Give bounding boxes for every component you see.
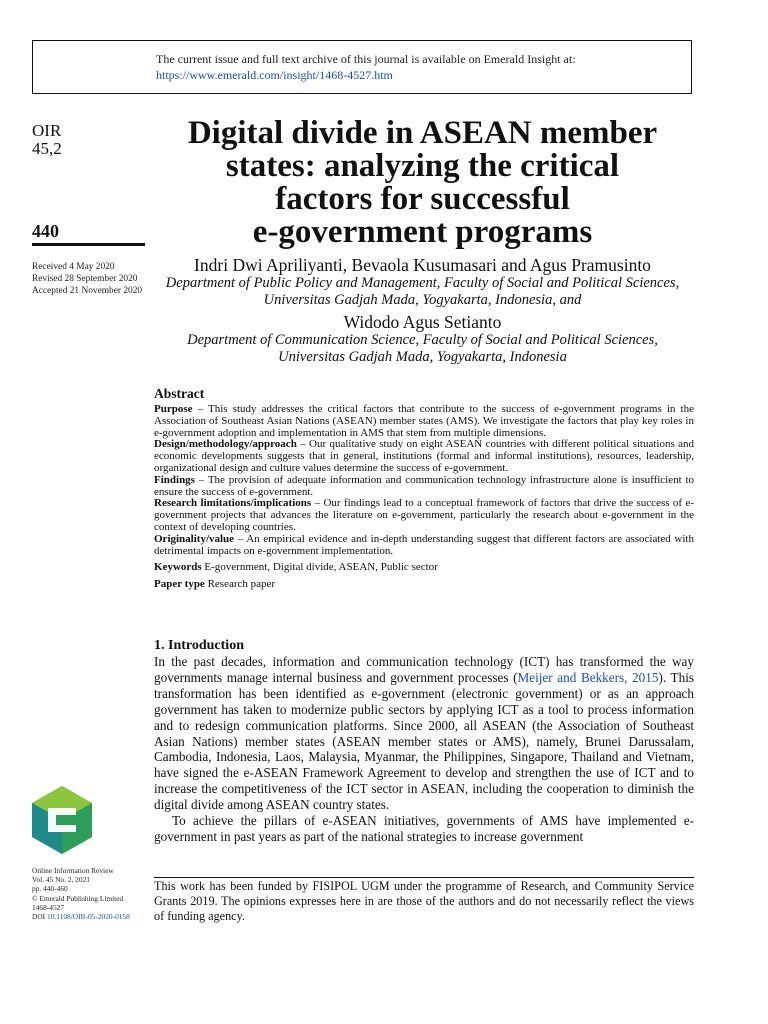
pub-line: 1468-4527: [32, 902, 65, 912]
affiliation-line: Universitas Gadjah Mada, Yogyakarta, Indonesia: [278, 349, 567, 365]
pub-line: © Emerald Publishing Limited: [32, 893, 124, 903]
paper-type-text: Research paper: [204, 578, 276, 591]
journal-access-box: [32, 40, 692, 94]
keywords: [154, 562, 694, 574]
pub-line: pp. 440-460: [32, 884, 68, 894]
title-line: states: analyzing the critical: [225, 148, 620, 184]
author-list-1: Indri Dwi Apriliyanti, Bevaola Kusumasari and Agus Pramusinto: [194, 255, 651, 275]
affiliation-line: Universitas Gadjah Mada, Yogyakarta, Indonesia, and: [263, 292, 582, 308]
received-date: Received 4 May 2020: [32, 262, 115, 272]
volume-issue: 45,2: [32, 139, 62, 158]
title-line: e-government programs: [252, 214, 593, 250]
affiliation-2: [150, 332, 695, 366]
intro-paragraph-2: To achieve the pillars of e-ASEAN initiatives, governments of AMS have implemented e-government in past years as part of the national strategies to increase government: [154, 813, 694, 844]
funding-footnote: This work has been funded by FISIPOL UGM under the programme of Research, and Community Service Grants 2019. The opinions expresses here in are those of the authors and do not necessarily reflect the views of funding agency.: [154, 879, 694, 923]
abstract-limitations: [154, 498, 694, 533]
purpose-label: Purpose: [154, 403, 193, 415]
article-history: [32, 261, 142, 297]
abstract-design: [154, 439, 694, 474]
design-text: – Our qualitative study on eight ASEAN countries with different political situations and economic developments suggests that in general, institutions (formal and informal institutions), resources, leadership, organizational design and culture values determine the success of e-government.: [154, 438, 694, 474]
doi-link[interactable]: 10.1108/OIR-05-2020-0158: [47, 912, 130, 922]
affiliation-1: [150, 275, 695, 309]
introduction-section: [154, 638, 694, 845]
title-line: factors for successful: [275, 181, 570, 217]
revised-date: Revised 28 September 2020: [32, 274, 138, 284]
emerald-logo-icon: [32, 786, 92, 854]
abstract-findings: [154, 475, 694, 499]
abstract-heading: Abstract: [154, 386, 205, 401]
journal-abbr: OIR: [32, 121, 62, 140]
doi-label: DOI: [32, 912, 46, 922]
publication-info: [32, 866, 130, 921]
affiliation-line: Department of Communication Science, Faculty of Social and Political Sciences,: [187, 332, 658, 348]
limitations-label: Research limitations/implications: [154, 497, 312, 510]
abstract-originality: [154, 534, 694, 558]
abstract-purpose: [154, 404, 694, 439]
sidebar-rule: [32, 243, 145, 246]
originality-label: Originality/value: [154, 532, 235, 545]
citation-link[interactable]: Meijer and Bekkers, 2015: [517, 669, 659, 685]
findings-text: – The provision of adequate information and communication technology infrastructure alone is insufficient to ensure the success of e-government.: [154, 473, 694, 498]
affiliation-line: Department of Public Policy and Management, Faculty of Social and Political Sciences,: [165, 275, 680, 291]
purpose-text: – This study addresses the critical factors that contribute to the success of e-government programs in the Association of Southeast Asian Nations (ASEAN) member states (AMS). We investigate the factors that play key roles in e-government adoption and implementation in AMS that stem from multiple dimensions.: [154, 403, 694, 439]
keywords-text: E-government, Digital divide, ASEAN, Public sector: [201, 561, 438, 574]
pub-line: Vol. 45 No. 2, 2021: [32, 875, 90, 885]
intro-paragraph-1: [154, 654, 694, 813]
pub-line: Online Information Review: [32, 866, 114, 875]
keywords-label: Keywords: [154, 561, 202, 574]
abstract-section: [154, 386, 694, 591]
paper-type-label: Paper type: [154, 578, 205, 591]
journal-url-link[interactable]: https://www.emerald.com/insight/1468-4527.htm: [156, 68, 393, 82]
findings-label: Findings: [154, 473, 195, 486]
introduction-heading: 1. Introduction: [154, 638, 244, 653]
title-line: Digital divide in ASEAN member: [187, 115, 658, 151]
intro-text: In the past decades, information and communication technology (ICT) has transformed the way governments manage internal business and government processes (: [154, 654, 694, 685]
doi-line: [32, 912, 130, 921]
limitations-text: – Our findings lead to a conceptual framework of factors that drive the success of e-government projects that advances the literature on e-government, particularly the research about e-government in the context of developing countries.: [154, 497, 694, 533]
journal-citation: [32, 122, 62, 158]
footnote-rule: [154, 877, 694, 878]
accepted-date: Accepted 21 November 2020: [32, 286, 143, 296]
author-list-2: Widodo Agus Setianto: [343, 312, 502, 332]
access-notice: The current issue and full text archive of this journal is available on Emerald Insight at:: [156, 52, 576, 66]
paper-type: [154, 579, 694, 591]
intro-text: ). This transformation has been identified as e-government (electronic government) or as an approach government has taken to modernize public sectors by applying ICT as a tool to process information and to redesign communication platforms. Since 2000, all ASEAN (the Association of Southeast Asian Nations) member states (ASEAN member states or AMS), namely, Brunei Darussalam, Cambodia, Indonesia, Laos, Malaysia, Myanmar, the Philippines, Singapore, Thailand and Vietnam, have signed the e-ASEAN Framework Agreement to develop and strengthen the use of ICT and to increase the competitiveness of the ICT sector in ASEAN, including the cooperation to diminish the digital divide among ASEAN country states.: [154, 669, 694, 813]
originality-text: – An empirical evidence and in-depth understanding suggest that different factors are associated with detrimental impacts on e-government implementation.: [154, 532, 694, 557]
page-number: 440: [32, 221, 59, 241]
article-title: [150, 117, 695, 249]
design-label: Design/methodology/approach: [154, 438, 297, 451]
